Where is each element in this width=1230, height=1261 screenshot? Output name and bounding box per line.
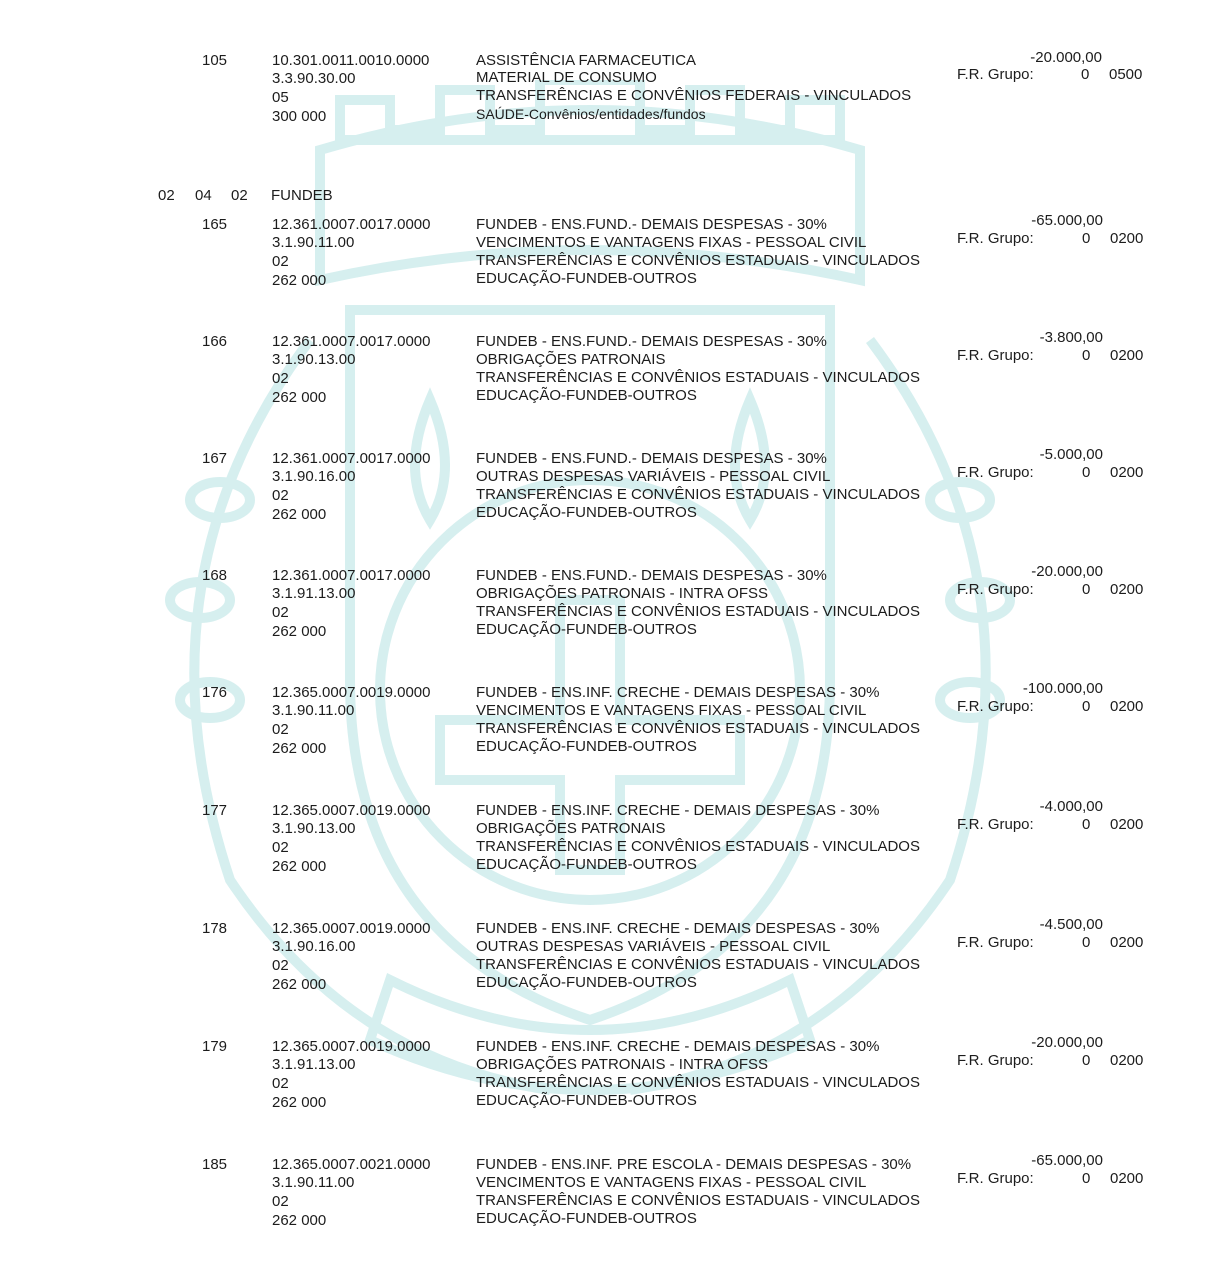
entry-105 bbox=[0, 49, 1230, 132]
expense-code: 3.1.90.11.00 bbox=[272, 702, 355, 719]
entry-number: 166 bbox=[202, 333, 228, 350]
resource-code: 02 bbox=[272, 253, 289, 270]
resource-description: TRANSFERÊNCIAS E CONVÊNIOS ESTADUAIS - VINCULADOS bbox=[476, 369, 920, 386]
fr-grupo-value: 0 bbox=[1082, 347, 1091, 364]
application-code: 262 000 bbox=[272, 858, 327, 875]
fr-grupo-label: F.R. Grupo: bbox=[957, 1170, 1034, 1187]
entry-number: 167 bbox=[202, 450, 228, 467]
resource-code: 02 bbox=[272, 370, 289, 387]
section-code-1: 02 bbox=[158, 187, 175, 204]
program-code: 12.365.0007.0019.0000 bbox=[272, 1038, 431, 1055]
entry-description: FUNDEB - ENS.FUND.- DEMAIS DESPESAS - 30% bbox=[476, 216, 827, 233]
application-code: 262 000 bbox=[272, 272, 327, 289]
fr-grupo-value: 0 bbox=[1082, 1170, 1091, 1187]
fr-grupo-code: 0200 bbox=[1110, 464, 1144, 481]
application-code: 262 000 bbox=[272, 976, 327, 993]
resource-code: 02 bbox=[272, 839, 289, 856]
fr-grupo-label: F.R. Grupo: bbox=[957, 1052, 1034, 1069]
entry-number: 176 bbox=[202, 684, 228, 701]
fr-grupo-label: F.R. Grupo: bbox=[957, 934, 1034, 951]
entry-description: FUNDEB - ENS.INF. CRECHE - DEMAIS DESPESAS - 30% bbox=[476, 1038, 880, 1055]
expense-code: 3.1.90.11.00 bbox=[272, 234, 355, 251]
entry-description: FUNDEB - ENS.FUND.- DEMAIS DESPESAS - 30% bbox=[476, 333, 827, 350]
entry-block bbox=[0, 798, 1230, 882]
entry-block bbox=[0, 1034, 1230, 1118]
resource-description: TRANSFERÊNCIAS E CONVÊNIOS ESTADUAIS - VINCULADOS bbox=[476, 838, 920, 855]
expense-description: MATERIAL DE CONSUMO bbox=[476, 69, 657, 86]
application-code: 262 000 bbox=[272, 623, 327, 640]
entry-block bbox=[0, 916, 1230, 1000]
fr-grupo-value: 0 bbox=[1082, 464, 1091, 481]
expense-description: OUTRAS DESPESAS VARIÁVEIS - PESSOAL CIVIL bbox=[476, 938, 831, 955]
application-description: EDUCAÇÃO-FUNDEB-OUTROS bbox=[476, 974, 697, 991]
entry-description: FUNDEB - ENS.INF. CRECHE - DEMAIS DESPESAS - 30% bbox=[476, 802, 880, 819]
program-code: 12.365.0007.0019.0000 bbox=[272, 684, 431, 701]
resource-code: 02 bbox=[272, 604, 289, 621]
application-description: EDUCAÇÃO-FUNDEB-OUTROS bbox=[476, 1210, 697, 1227]
program-code: 12.365.0007.0021.0000 bbox=[272, 1156, 431, 1173]
application-description: EDUCAÇÃO-FUNDEB-OUTROS bbox=[476, 621, 697, 638]
expense-code: 3.1.90.16.00 bbox=[272, 938, 356, 955]
entry-description: FUNDEB - ENS.FUND.- DEMAIS DESPESAS - 30% bbox=[476, 567, 827, 584]
expense-code: 3.1.91.13.00 bbox=[272, 585, 356, 602]
expense-description: OBRIGAÇÕES PATRONAIS - INTRA OFSS bbox=[476, 585, 768, 602]
entry-amount: -20.000,00 bbox=[1031, 563, 1103, 580]
fr-grupo-code: 0200 bbox=[1110, 347, 1144, 364]
program-code: 12.361.0007.0017.0000 bbox=[272, 333, 431, 350]
fr-grupo-value: 0 bbox=[1082, 934, 1091, 951]
expense-description: OBRIGAÇÕES PATRONAIS bbox=[476, 351, 666, 368]
entry-block bbox=[0, 329, 1230, 413]
expense-code: 3.1.90.11.00 bbox=[272, 1174, 355, 1191]
fr-grupo-label: F.R. Grupo: bbox=[957, 347, 1034, 364]
application-description: EDUCAÇÃO-FUNDEB-OUTROS bbox=[476, 504, 697, 521]
program-code: 12.361.0007.0017.0000 bbox=[272, 567, 431, 584]
fr-grupo-value: 0 bbox=[1082, 581, 1091, 598]
application-description: EDUCAÇÃO-FUNDEB-OUTROS bbox=[476, 1092, 697, 1109]
resource-code: 02 bbox=[272, 1075, 289, 1092]
fr-grupo-code: 0200 bbox=[1110, 934, 1144, 951]
expense-description: OUTRAS DESPESAS VARIÁVEIS - PESSOAL CIVIL bbox=[476, 468, 831, 485]
application-code: 262 000 bbox=[272, 506, 327, 523]
entry-amount: -65.000,00 bbox=[1031, 212, 1103, 229]
entry-amount: -5.000,00 bbox=[1039, 446, 1103, 463]
resource-description: TRANSFERÊNCIAS E CONVÊNIOS ESTADUAIS - VINCULADOS bbox=[476, 486, 920, 503]
entry-amount: -4.000,00 bbox=[1039, 798, 1103, 815]
resource-code: 02 bbox=[272, 957, 289, 974]
fr-grupo-label: F.R. Grupo: bbox=[957, 698, 1034, 715]
resource-description: TRANSFERÊNCIAS E CONVÊNIOS ESTADUAIS - VINCULADOS bbox=[476, 603, 920, 620]
entry-number: 165 bbox=[202, 216, 228, 233]
fr-grupo-code: 0200 bbox=[1110, 1052, 1144, 1069]
expense-code: 3.3.90.30.00 bbox=[272, 70, 356, 87]
expense-description: VENCIMENTOS E VANTAGENS FIXAS - PESSOAL CIVIL bbox=[476, 1174, 867, 1191]
application-code: 262 000 bbox=[272, 1212, 327, 1229]
expense-code: 3.1.91.13.00 bbox=[272, 1056, 356, 1073]
fr-grupo-label: F.R. Grupo: bbox=[957, 66, 1034, 83]
fr-grupo-value: 0 bbox=[1081, 66, 1090, 83]
entry-amount: -100.000,00 bbox=[1022, 680, 1103, 697]
entry-block bbox=[0, 212, 1230, 296]
section-header bbox=[0, 187, 1230, 207]
application-description: EDUCAÇÃO-FUNDEB-OUTROS bbox=[476, 738, 697, 755]
entry-amount: -65.000,00 bbox=[1031, 1152, 1103, 1169]
expense-description: OBRIGAÇÕES PATRONAIS - INTRA OFSS bbox=[476, 1056, 768, 1073]
application-description: EDUCAÇÃO-FUNDEB-OUTROS bbox=[476, 270, 697, 287]
entry-description: FUNDEB - ENS.INF. PRE ESCOLA - DEMAIS DESPESAS - 30% bbox=[476, 1156, 912, 1173]
fr-grupo-code: 0200 bbox=[1110, 581, 1144, 598]
entry-block bbox=[0, 446, 1230, 530]
entry-number: 177 bbox=[202, 802, 228, 819]
fr-grupo-value: 0 bbox=[1082, 698, 1091, 715]
entry-amount: -4.500,00 bbox=[1039, 916, 1103, 933]
application-code: 262 000 bbox=[272, 1094, 327, 1111]
application-description: EDUCAÇÃO-FUNDEB-OUTROS bbox=[476, 856, 697, 873]
entry-number: 168 bbox=[202, 567, 228, 584]
resource-description: TRANSFERÊNCIAS E CONVÊNIOS ESTADUAIS - VINCULADOS bbox=[476, 1192, 920, 1209]
entry-number: 178 bbox=[202, 920, 228, 937]
application-description: SAÚDE-Convênios/entidades/fundos bbox=[476, 106, 706, 122]
fr-grupo-code: 0200 bbox=[1110, 1170, 1144, 1187]
section-code-2: 04 bbox=[195, 187, 212, 204]
fr-grupo-value: 0 bbox=[1082, 230, 1091, 247]
section-title: FUNDEB bbox=[271, 187, 333, 204]
application-code: 300 000 bbox=[272, 108, 327, 125]
entry-number: 185 bbox=[202, 1156, 228, 1173]
resource-code: 02 bbox=[272, 1193, 289, 1210]
fr-grupo-label: F.R. Grupo: bbox=[957, 816, 1034, 833]
section-code-3: 02 bbox=[231, 187, 248, 204]
program-code: 12.365.0007.0019.0000 bbox=[272, 802, 431, 819]
resource-code: 02 bbox=[272, 487, 289, 504]
resource-description: TRANSFERÊNCIAS E CONVÊNIOS ESTADUAIS - VINCULADOS bbox=[476, 1074, 920, 1091]
application-code: 262 000 bbox=[272, 740, 327, 757]
expense-description: OBRIGAÇÕES PATRONAIS bbox=[476, 820, 666, 837]
fr-grupo-code: 0200 bbox=[1110, 698, 1144, 715]
resource-description: TRANSFERÊNCIAS E CONVÊNIOS ESTADUAIS - VINCULADOS bbox=[476, 956, 920, 973]
fr-grupo-code: 0200 bbox=[1110, 816, 1144, 833]
resource-description: TRANSFERÊNCIAS E CONVÊNIOS ESTADUAIS - VINCULADOS bbox=[476, 720, 920, 737]
program-code: 12.365.0007.0019.0000 bbox=[272, 920, 431, 937]
fr-grupo-code: 0500 bbox=[1109, 66, 1143, 83]
expense-description: VENCIMENTOS E VANTAGENS FIXAS - PESSOAL CIVIL bbox=[476, 702, 867, 719]
expense-code: 3.1.90.13.00 bbox=[272, 820, 356, 837]
entry-description: FUNDEB - ENS.FUND.- DEMAIS DESPESAS - 30% bbox=[476, 450, 827, 467]
program-code: 10.301.0011.0010.0000 bbox=[272, 52, 430, 69]
entry-amount: -20.000,00 bbox=[1031, 1034, 1103, 1051]
fr-grupo-label: F.R. Grupo: bbox=[957, 464, 1034, 481]
program-code: 12.361.0007.0017.0000 bbox=[272, 450, 431, 467]
fr-grupo-value: 0 bbox=[1082, 816, 1091, 833]
program-code: 12.361.0007.0017.0000 bbox=[272, 216, 431, 233]
entry-description: ASSISTÊNCIA FARMACEUTICA bbox=[476, 52, 697, 69]
fr-grupo-value: 0 bbox=[1082, 1052, 1091, 1069]
entry-block bbox=[0, 1152, 1230, 1236]
expense-code: 3.1.90.16.00 bbox=[272, 468, 356, 485]
application-description: EDUCAÇÃO-FUNDEB-OUTROS bbox=[476, 387, 697, 404]
resource-code: 02 bbox=[272, 721, 289, 738]
fr-grupo-label: F.R. Grupo: bbox=[957, 581, 1034, 598]
fr-grupo-code: 0200 bbox=[1110, 230, 1144, 247]
entry-number: 105 bbox=[202, 52, 228, 69]
fr-grupo-label: F.R. Grupo: bbox=[957, 230, 1034, 247]
entry-amount: -3.800,00 bbox=[1039, 329, 1103, 346]
entry-amount: -20.000,00 bbox=[1030, 49, 1102, 66]
entry-block bbox=[0, 680, 1230, 764]
application-code: 262 000 bbox=[272, 389, 327, 406]
resource-description: TRANSFERÊNCIAS E CONVÊNIOS ESTADUAIS - VINCULADOS bbox=[476, 252, 920, 269]
entry-description: FUNDEB - ENS.INF. CRECHE - DEMAIS DESPESAS - 30% bbox=[476, 684, 880, 701]
expense-code: 3.1.90.13.00 bbox=[272, 351, 356, 368]
resource-code: 05 bbox=[272, 89, 289, 106]
resource-description: TRANSFERÊNCIAS E CONVÊNIOS FEDERAIS - VINCULADOS bbox=[476, 87, 912, 104]
expense-description: VENCIMENTOS E VANTAGENS FIXAS - PESSOAL CIVIL bbox=[476, 234, 867, 251]
entry-block bbox=[0, 563, 1230, 647]
entry-number: 179 bbox=[202, 1038, 228, 1055]
entry-description: FUNDEB - ENS.INF. CRECHE - DEMAIS DESPESAS - 30% bbox=[476, 920, 880, 937]
